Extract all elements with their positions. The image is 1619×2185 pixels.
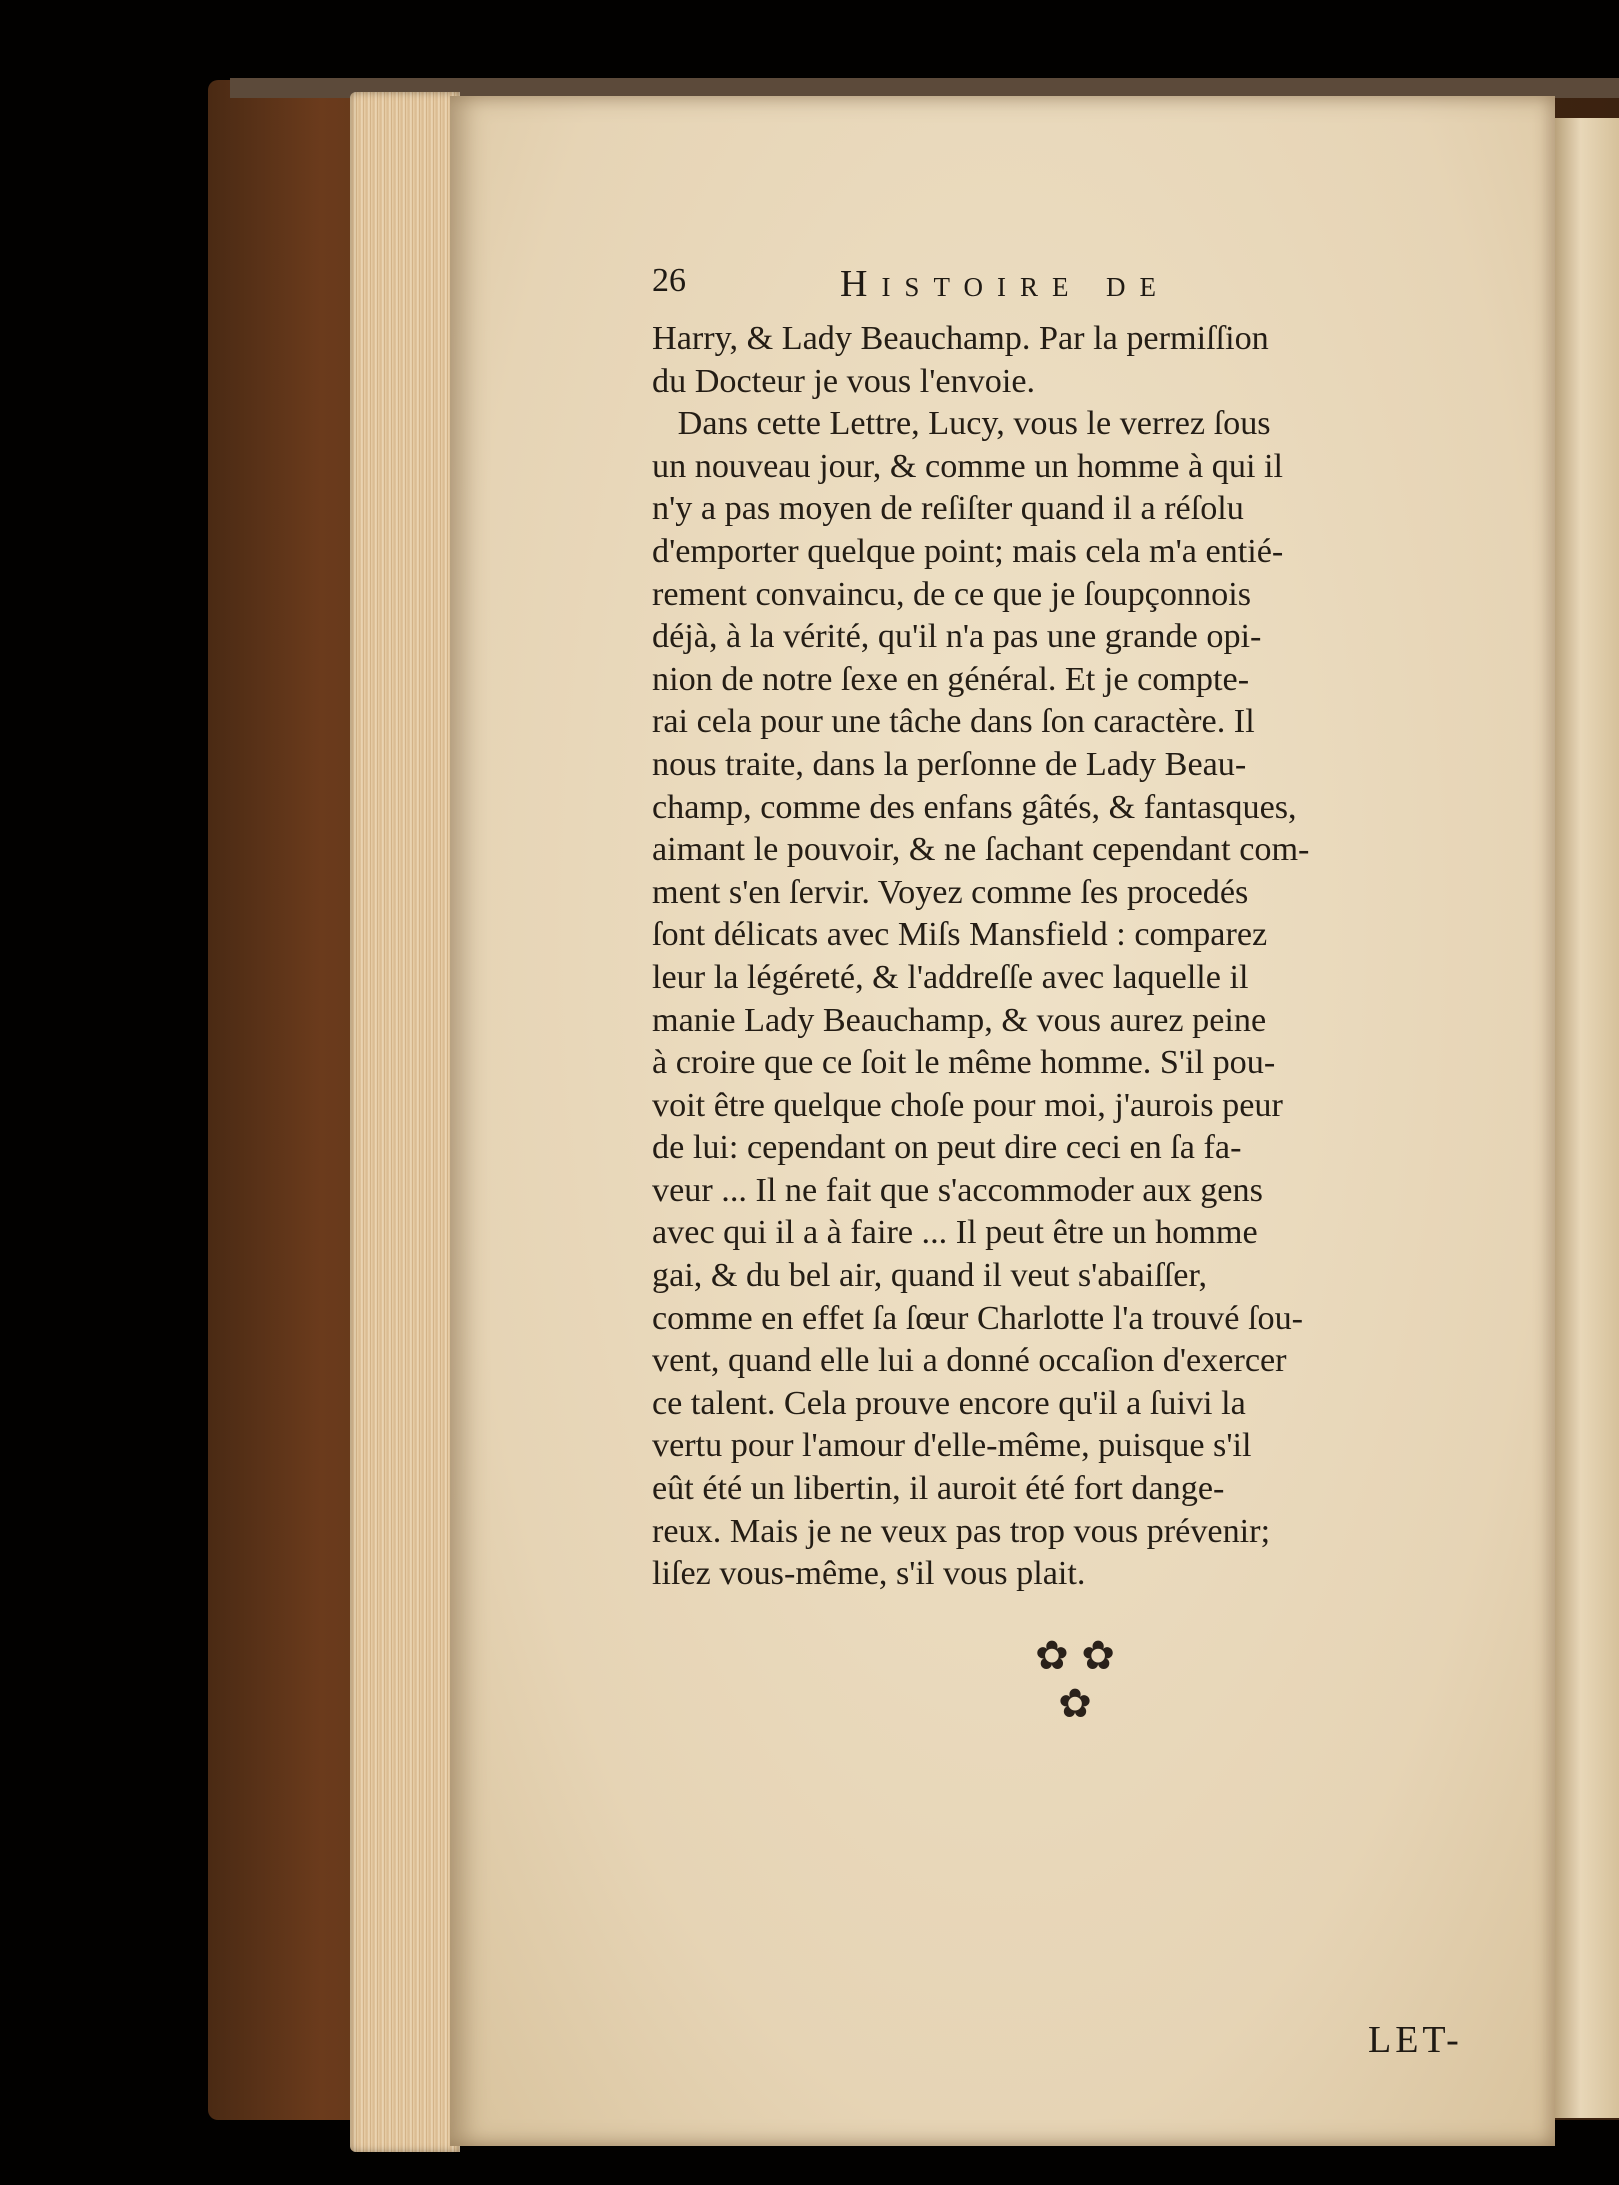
text-line: gai, & du bel air, quand il veut s'abaiſſer, <box>652 1257 1208 1295</box>
text-line: champ, comme des enfans gâtés, & fantasques, <box>652 788 1297 826</box>
text-line: voit être quelque choſe pour moi, j'aurois peur <box>652 1086 1283 1124</box>
text-line: leur la légéreté, & l'addreſſe avec laquelle il <box>652 958 1249 996</box>
page-number: 26 <box>652 262 686 299</box>
text-line: Dans cette Lettre, Lucy, vous le verrez ſous <box>652 405 1271 443</box>
text-line: Harry, & Lady Beauchamp. Par la permiſſion <box>652 320 1269 357</box>
text-line: du Docteur je vous l'envoie. <box>652 362 1036 400</box>
running-title: Histoire de <box>840 263 1170 305</box>
body-text <box>652 318 1492 1596</box>
text-line: nous traite, dans la perſonne de Lady Beau- <box>652 745 1247 783</box>
text-line: vent, quand elle lui a donné occaſion d'exercer <box>652 1342 1287 1380</box>
text-line: veur ... Il ne fait que s'accommoder aux gens <box>652 1171 1263 1209</box>
text-line: un nouveau jour, & comme un homme à qui il <box>652 447 1283 485</box>
text-line: avec qui il a à faire ... Il peut être un homme <box>652 1214 1258 1252</box>
facing-page-edge <box>1555 118 1619 2118</box>
text-line: liſez vous-même, s'il vous plait. <box>652 1555 1086 1593</box>
text-line: eût été un libertin, il auroit été fort dange- <box>652 1470 1225 1508</box>
text-line: rai cela pour une tâche dans ſon caractère. Il <box>652 703 1255 741</box>
text-line: ce talent. Cela prouve encore qu'il a ſuivi la <box>652 1384 1246 1422</box>
text-line: d'emporter quelque point; mais cela m'a entié- <box>652 532 1284 570</box>
text-line: ſont délicats avec Miſs Mansfield : comparez <box>652 916 1268 954</box>
text-line: comme en effet ſa ſœur Charlotte l'a trouvé ſou- <box>652 1299 1304 1337</box>
catchword: LET- <box>1368 2019 1463 2061</box>
page-edges <box>350 92 460 2152</box>
text-line: déjà, à la vérité, qu'il n'a pas une grande opi- <box>652 618 1262 656</box>
text-line: n'y a pas moyen de reſiſter quand il a réſolu <box>652 490 1244 528</box>
text-line: aimant le pouvoir, & ne ſachant cependant com- <box>652 831 1310 869</box>
text-line: rement convaincu, de ce que je ſoupçonnois <box>652 575 1252 613</box>
text-line: ment s'en ſervir. Voyez comme ſes procedés <box>652 873 1249 911</box>
text-line: nion de notre ſexe en général. Et je compte- <box>652 660 1250 698</box>
text-line: de lui: cependant on peut dire ceci en ſa fa- <box>652 1129 1242 1167</box>
fleuron-ornament-icon: ✿ ✿ ✿ <box>1035 1633 1115 1727</box>
text-line: à croire que ce ſoit le même homme. S'il pou- <box>652 1044 1276 1082</box>
text-line: reux. Mais je ne veux pas trop vous prévenir; <box>652 1512 1271 1550</box>
text-line: manie Lady Beauchamp, & vous aurez peine <box>652 1001 1267 1039</box>
text-line: vertu pour l'amour d'elle-même, puisque s'il <box>652 1427 1252 1465</box>
